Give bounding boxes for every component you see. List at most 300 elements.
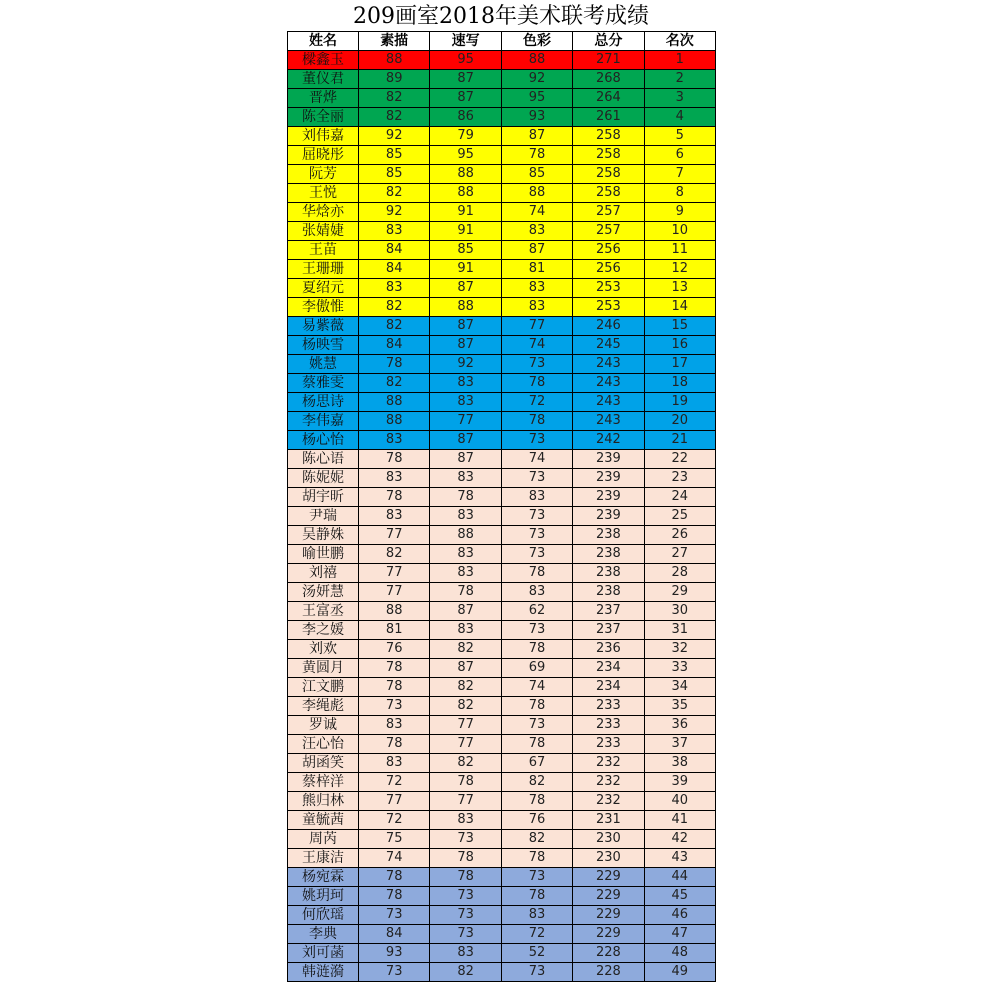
cell-total: 256	[573, 260, 644, 279]
cell-total: 258	[573, 127, 644, 146]
cell-total: 231	[573, 811, 644, 830]
cell-total: 258	[573, 146, 644, 165]
table-row	[288, 564, 716, 583]
header-sketch: 素描	[359, 32, 430, 51]
cell-quick-sketch: 86	[430, 108, 501, 127]
cell-rank: 5	[644, 127, 715, 146]
table-row	[288, 659, 716, 678]
cell-quick-sketch: 91	[430, 203, 501, 222]
cell-name: 李典	[288, 925, 359, 944]
cell-sketch: 88	[359, 412, 430, 431]
header-quick-sketch: 速写	[430, 32, 501, 51]
cell-quick-sketch: 83	[430, 811, 501, 830]
cell-sketch: 88	[359, 602, 430, 621]
cell-rank: 14	[644, 298, 715, 317]
cell-sketch: 82	[359, 545, 430, 564]
cell-name: 董仪君	[288, 70, 359, 89]
cell-color: 73	[501, 526, 572, 545]
cell-name: 刘可菡	[288, 944, 359, 963]
cell-name: 李之媛	[288, 621, 359, 640]
cell-rank: 46	[644, 906, 715, 925]
cell-sketch: 78	[359, 678, 430, 697]
cell-rank: 1	[644, 51, 715, 70]
table-row	[288, 716, 716, 735]
cell-sketch: 78	[359, 735, 430, 754]
cell-quick-sketch: 87	[430, 279, 501, 298]
cell-color: 82	[501, 773, 572, 792]
cell-quick-sketch: 83	[430, 564, 501, 583]
cell-rank: 13	[644, 279, 715, 298]
cell-color: 88	[501, 184, 572, 203]
cell-rank: 40	[644, 792, 715, 811]
cell-rank: 10	[644, 222, 715, 241]
table-row	[288, 811, 716, 830]
table-body	[288, 51, 716, 982]
cell-sketch: 77	[359, 564, 430, 583]
cell-name: 何欣瑶	[288, 906, 359, 925]
cell-total: 253	[573, 298, 644, 317]
cell-sketch: 82	[359, 374, 430, 393]
cell-rank: 24	[644, 488, 715, 507]
cell-rank: 41	[644, 811, 715, 830]
cell-color: 78	[501, 697, 572, 716]
cell-total: 238	[573, 564, 644, 583]
cell-name: 熊归林	[288, 792, 359, 811]
cell-name: 阮芳	[288, 165, 359, 184]
cell-total: 264	[573, 89, 644, 108]
cell-name: 姚玥珂	[288, 887, 359, 906]
cell-color: 88	[501, 51, 572, 70]
cell-quick-sketch: 83	[430, 374, 501, 393]
cell-rank: 26	[644, 526, 715, 545]
cell-name: 张婧婕	[288, 222, 359, 241]
cell-name: 周芮	[288, 830, 359, 849]
cell-color: 72	[501, 925, 572, 944]
cell-name: 吴静姝	[288, 526, 359, 545]
cell-sketch: 78	[359, 355, 430, 374]
cell-total: 230	[573, 830, 644, 849]
cell-sketch: 83	[359, 431, 430, 450]
cell-quick-sketch: 77	[430, 792, 501, 811]
cell-total: 233	[573, 697, 644, 716]
cell-name: 樑鑫玉	[288, 51, 359, 70]
cell-total: 232	[573, 754, 644, 773]
table-row	[288, 336, 716, 355]
cell-total: 239	[573, 507, 644, 526]
cell-quick-sketch: 78	[430, 488, 501, 507]
cell-color: 78	[501, 887, 572, 906]
cell-color: 73	[501, 431, 572, 450]
cell-sketch: 78	[359, 450, 430, 469]
cell-sketch: 83	[359, 279, 430, 298]
cell-rank: 12	[644, 260, 715, 279]
cell-name: 刘伟嘉	[288, 127, 359, 146]
cell-name: 刘欢	[288, 640, 359, 659]
table-row	[288, 602, 716, 621]
cell-quick-sketch: 87	[430, 336, 501, 355]
cell-color: 76	[501, 811, 572, 830]
cell-sketch: 78	[359, 868, 430, 887]
table-row	[288, 317, 716, 336]
cell-name: 童毓茜	[288, 811, 359, 830]
cell-total: 229	[573, 925, 644, 944]
cell-rank: 49	[644, 963, 715, 982]
cell-name: 屈晓彤	[288, 146, 359, 165]
table-row	[288, 925, 716, 944]
table-row	[288, 127, 716, 146]
cell-color: 82	[501, 830, 572, 849]
cell-name: 黄圆月	[288, 659, 359, 678]
table-row	[288, 450, 716, 469]
table-row	[288, 51, 716, 70]
cell-name: 汤妍慧	[288, 583, 359, 602]
cell-name: 蔡雅雯	[288, 374, 359, 393]
cell-total: 229	[573, 868, 644, 887]
table-row	[288, 849, 716, 868]
cell-sketch: 81	[359, 621, 430, 640]
cell-color: 85	[501, 165, 572, 184]
cell-quick-sketch: 83	[430, 469, 501, 488]
cell-rank: 44	[644, 868, 715, 887]
cell-name: 李伟嘉	[288, 412, 359, 431]
cell-rank: 37	[644, 735, 715, 754]
cell-name: 杨映雪	[288, 336, 359, 355]
cell-rank: 15	[644, 317, 715, 336]
cell-color: 83	[501, 279, 572, 298]
cell-sketch: 77	[359, 583, 430, 602]
cell-total: 230	[573, 849, 644, 868]
cell-quick-sketch: 95	[430, 51, 501, 70]
cell-color: 73	[501, 507, 572, 526]
cell-quick-sketch: 83	[430, 621, 501, 640]
cell-quick-sketch: 77	[430, 716, 501, 735]
cell-sketch: 92	[359, 127, 430, 146]
cell-sketch: 84	[359, 336, 430, 355]
cell-total: 228	[573, 944, 644, 963]
cell-rank: 28	[644, 564, 715, 583]
cell-color: 73	[501, 716, 572, 735]
cell-name: 夏绍元	[288, 279, 359, 298]
cell-total: 238	[573, 545, 644, 564]
cell-quick-sketch: 88	[430, 184, 501, 203]
table-row	[288, 279, 716, 298]
cell-quick-sketch: 82	[430, 678, 501, 697]
cell-total: 271	[573, 51, 644, 70]
cell-quick-sketch: 83	[430, 944, 501, 963]
cell-quick-sketch: 83	[430, 507, 501, 526]
cell-quick-sketch: 87	[430, 659, 501, 678]
cell-sketch: 82	[359, 298, 430, 317]
cell-quick-sketch: 82	[430, 754, 501, 773]
cell-quick-sketch: 87	[430, 70, 501, 89]
cell-total: 236	[573, 640, 644, 659]
cell-sketch: 93	[359, 944, 430, 963]
cell-name: 喻世鹏	[288, 545, 359, 564]
cell-rank: 34	[644, 678, 715, 697]
cell-quick-sketch: 87	[430, 89, 501, 108]
table-row	[288, 754, 716, 773]
cell-rank: 6	[644, 146, 715, 165]
table-row	[288, 830, 716, 849]
table-row	[288, 507, 716, 526]
table-row	[288, 488, 716, 507]
cell-total: 239	[573, 450, 644, 469]
cell-color: 93	[501, 108, 572, 127]
cell-rank: 42	[644, 830, 715, 849]
cell-quick-sketch: 73	[430, 887, 501, 906]
cell-total: 239	[573, 469, 644, 488]
cell-color: 74	[501, 450, 572, 469]
cell-sketch: 82	[359, 184, 430, 203]
cell-name: 华焓亦	[288, 203, 359, 222]
cell-color: 83	[501, 906, 572, 925]
cell-quick-sketch: 78	[430, 583, 501, 602]
cell-color: 78	[501, 374, 572, 393]
cell-color: 78	[501, 735, 572, 754]
cell-total: 242	[573, 431, 644, 450]
cell-total: 238	[573, 526, 644, 545]
cell-sketch: 83	[359, 222, 430, 241]
table-row	[288, 393, 716, 412]
cell-name: 晋烨	[288, 89, 359, 108]
table-row	[288, 146, 716, 165]
cell-rank: 30	[644, 602, 715, 621]
cell-color: 52	[501, 944, 572, 963]
cell-color: 74	[501, 336, 572, 355]
cell-color: 62	[501, 602, 572, 621]
cell-sketch: 82	[359, 89, 430, 108]
cell-color: 73	[501, 868, 572, 887]
score-sheet	[287, 2, 715, 982]
cell-rank: 47	[644, 925, 715, 944]
cell-name: 姚慧	[288, 355, 359, 374]
cell-name: 罗诚	[288, 716, 359, 735]
table-row	[288, 431, 716, 450]
cell-rank: 11	[644, 241, 715, 260]
cell-total: 253	[573, 279, 644, 298]
cell-sketch: 83	[359, 754, 430, 773]
cell-total: 257	[573, 203, 644, 222]
cell-rank: 18	[644, 374, 715, 393]
sheet-title: 209画室2018年美术联考成绩	[353, 4, 649, 29]
cell-quick-sketch: 73	[430, 830, 501, 849]
cell-sketch: 76	[359, 640, 430, 659]
cell-color: 78	[501, 412, 572, 431]
cell-color: 73	[501, 621, 572, 640]
cell-color: 73	[501, 469, 572, 488]
cell-rank: 22	[644, 450, 715, 469]
cell-quick-sketch: 88	[430, 526, 501, 545]
cell-name: 王康洁	[288, 849, 359, 868]
table-row	[288, 735, 716, 754]
cell-quick-sketch: 88	[430, 165, 501, 184]
cell-quick-sketch: 92	[430, 355, 501, 374]
cell-sketch: 73	[359, 963, 430, 982]
cell-rank: 35	[644, 697, 715, 716]
cell-sketch: 72	[359, 773, 430, 792]
cell-name: 汪心怡	[288, 735, 359, 754]
cell-sketch: 78	[359, 887, 430, 906]
cell-name: 韩涟漪	[288, 963, 359, 982]
cell-quick-sketch: 95	[430, 146, 501, 165]
cell-name: 刘禧	[288, 564, 359, 583]
header-rank: 名次	[644, 32, 715, 51]
cell-color: 74	[501, 678, 572, 697]
cell-quick-sketch: 78	[430, 773, 501, 792]
table-row	[288, 621, 716, 640]
cell-color: 74	[501, 203, 572, 222]
cell-quick-sketch: 83	[430, 393, 501, 412]
table-row	[288, 545, 716, 564]
table-row	[288, 773, 716, 792]
cell-rank: 20	[644, 412, 715, 431]
header-color: 色彩	[501, 32, 572, 51]
cell-quick-sketch: 82	[430, 640, 501, 659]
cell-total: 233	[573, 716, 644, 735]
cell-rank: 31	[644, 621, 715, 640]
table-row	[288, 165, 716, 184]
cell-total: 268	[573, 70, 644, 89]
cell-total: 228	[573, 963, 644, 982]
table-row	[288, 412, 716, 431]
cell-total: 237	[573, 602, 644, 621]
table-row	[288, 868, 716, 887]
cell-total: 246	[573, 317, 644, 336]
cell-color: 69	[501, 659, 572, 678]
cell-total: 258	[573, 165, 644, 184]
cell-rank: 39	[644, 773, 715, 792]
cell-name: 杨宛霖	[288, 868, 359, 887]
cell-quick-sketch: 73	[430, 925, 501, 944]
header-row	[288, 32, 716, 51]
cell-total: 243	[573, 374, 644, 393]
cell-total: 243	[573, 355, 644, 374]
cell-color: 78	[501, 640, 572, 659]
cell-total: 234	[573, 678, 644, 697]
cell-sketch: 83	[359, 716, 430, 735]
cell-color: 73	[501, 963, 572, 982]
table-row	[288, 184, 716, 203]
cell-rank: 2	[644, 70, 715, 89]
table-row	[288, 792, 716, 811]
cell-rank: 25	[644, 507, 715, 526]
cell-quick-sketch: 87	[430, 317, 501, 336]
cell-rank: 36	[644, 716, 715, 735]
cell-total: 257	[573, 222, 644, 241]
cell-rank: 19	[644, 393, 715, 412]
cell-name: 陈心语	[288, 450, 359, 469]
table-row	[288, 963, 716, 982]
cell-rank: 38	[644, 754, 715, 773]
cell-rank: 23	[644, 469, 715, 488]
cell-name: 李绳彪	[288, 697, 359, 716]
cell-total: 232	[573, 773, 644, 792]
table-row	[288, 89, 716, 108]
table-row	[288, 469, 716, 488]
cell-quick-sketch: 77	[430, 735, 501, 754]
cell-sketch: 77	[359, 792, 430, 811]
cell-color: 77	[501, 317, 572, 336]
cell-quick-sketch: 78	[430, 868, 501, 887]
cell-color: 92	[501, 70, 572, 89]
cell-rank: 32	[644, 640, 715, 659]
cell-name: 王珊珊	[288, 260, 359, 279]
cell-color: 72	[501, 393, 572, 412]
cell-name: 易紫薇	[288, 317, 359, 336]
cell-sketch: 74	[359, 849, 430, 868]
cell-sketch: 82	[359, 317, 430, 336]
cell-sketch: 84	[359, 925, 430, 944]
cell-quick-sketch: 82	[430, 963, 501, 982]
cell-color: 78	[501, 564, 572, 583]
cell-color: 87	[501, 127, 572, 146]
cell-sketch: 82	[359, 108, 430, 127]
cell-quick-sketch: 91	[430, 222, 501, 241]
cell-sketch: 78	[359, 488, 430, 507]
cell-quick-sketch: 82	[430, 697, 501, 716]
table-row	[288, 640, 716, 659]
cell-quick-sketch: 83	[430, 545, 501, 564]
cell-color: 87	[501, 241, 572, 260]
cell-quick-sketch: 87	[430, 602, 501, 621]
scores-table	[287, 31, 716, 982]
cell-name: 江文鹏	[288, 678, 359, 697]
cell-total: 256	[573, 241, 644, 260]
cell-quick-sketch: 88	[430, 298, 501, 317]
table-row	[288, 526, 716, 545]
table-row	[288, 298, 716, 317]
cell-sketch: 83	[359, 507, 430, 526]
cell-total: 229	[573, 906, 644, 925]
cell-rank: 45	[644, 887, 715, 906]
header-total: 总分	[573, 32, 644, 51]
cell-sketch: 84	[359, 260, 430, 279]
cell-rank: 21	[644, 431, 715, 450]
cell-sketch: 88	[359, 393, 430, 412]
cell-sketch: 72	[359, 811, 430, 830]
cell-quick-sketch: 87	[430, 450, 501, 469]
cell-sketch: 78	[359, 659, 430, 678]
cell-sketch: 73	[359, 906, 430, 925]
cell-sketch: 85	[359, 146, 430, 165]
table-row	[288, 260, 716, 279]
cell-color: 81	[501, 260, 572, 279]
cell-total: 237	[573, 621, 644, 640]
cell-name: 胡宇昕	[288, 488, 359, 507]
cell-rank: 7	[644, 165, 715, 184]
table-row	[288, 355, 716, 374]
cell-color: 83	[501, 488, 572, 507]
table-row	[288, 697, 716, 716]
cell-total: 229	[573, 887, 644, 906]
cell-name: 王富丞	[288, 602, 359, 621]
cell-color: 83	[501, 222, 572, 241]
cell-total: 258	[573, 184, 644, 203]
cell-total: 243	[573, 393, 644, 412]
cell-rank: 27	[644, 545, 715, 564]
table-row	[288, 108, 716, 127]
cell-sketch: 73	[359, 697, 430, 716]
cell-color: 67	[501, 754, 572, 773]
cell-quick-sketch: 85	[430, 241, 501, 260]
cell-sketch: 89	[359, 70, 430, 89]
cell-color: 73	[501, 545, 572, 564]
cell-quick-sketch: 79	[430, 127, 501, 146]
cell-name: 陈全丽	[288, 108, 359, 127]
cell-color: 83	[501, 298, 572, 317]
cell-quick-sketch: 78	[430, 849, 501, 868]
cell-total: 245	[573, 336, 644, 355]
